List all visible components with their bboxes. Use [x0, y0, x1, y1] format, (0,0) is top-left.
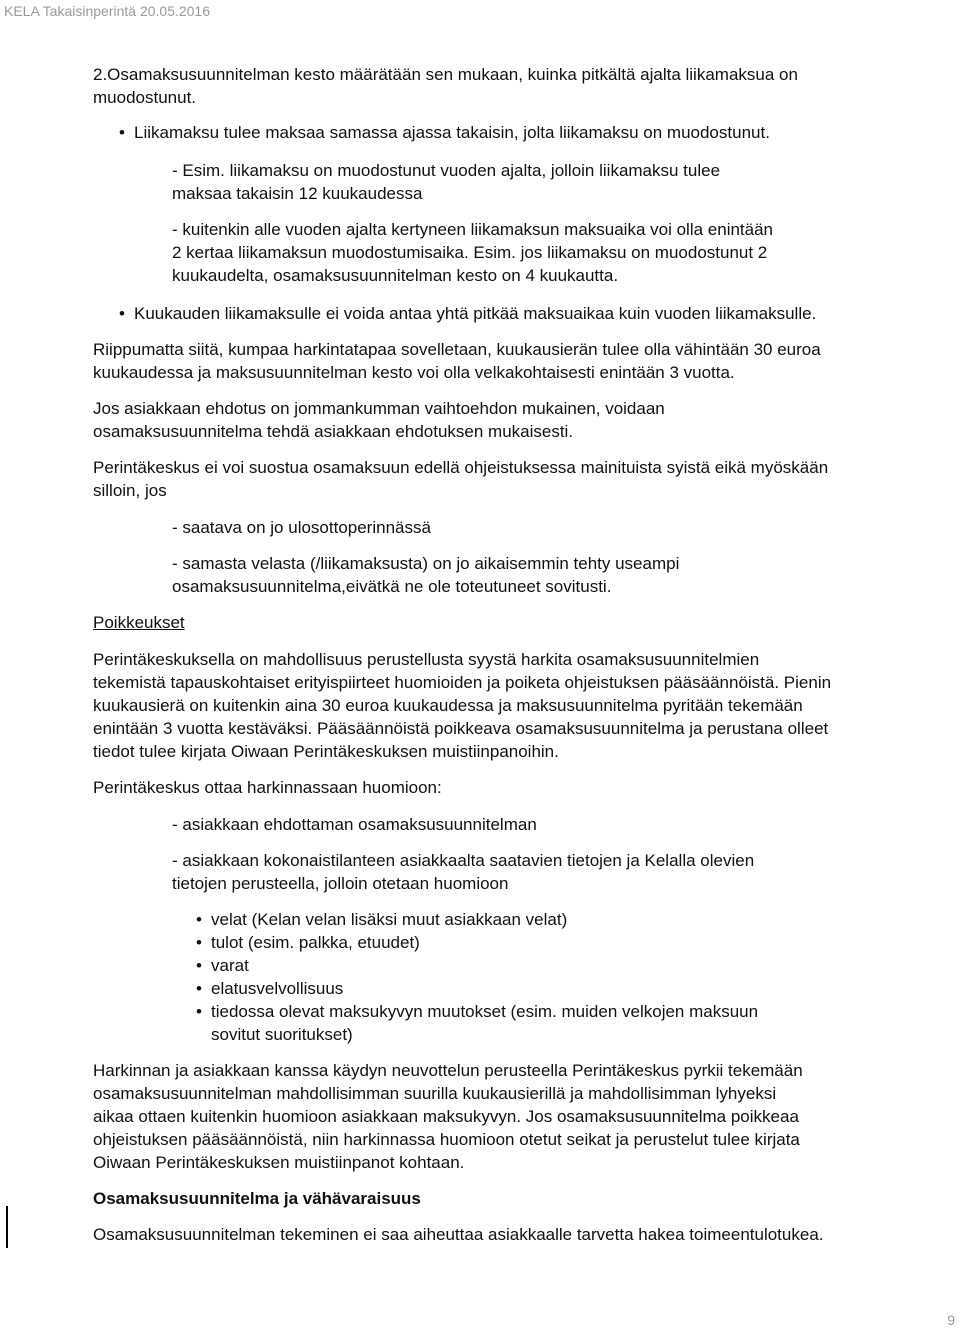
paragraph-line: Riippumatta siitä, kumpaa harkintatapaa sovelletaan, kuukausierän tulee olla vähintään 30 euroa	[93, 340, 821, 359]
indented-line: - asiakkaan kokonaistilanteen asiakkaalta saatavien tietojen ja Kelalla olevien	[172, 851, 755, 870]
indented-line: tietojen perusteella, jolloin otetaan huomioon	[172, 874, 509, 893]
paragraph-line: tekemistä tapauskohtaiset erityispiirteet huomioiden ja poiketa ohjeistuksen pääsäännöistä. Pienin	[93, 673, 832, 692]
indented-line: - Esim. liikamaksu on muodostunut vuoden ajalta, jolloin liikamaksu tulee	[172, 161, 721, 180]
indented-line: 2 kertaa liikamaksun muodostumisaika. Esim. jos liikamaksu on muodostunut 2	[172, 243, 768, 262]
paragraph-line: osamaksusuunnitelma tehdä asiakkaan ehdotuksen mukaisesti.	[93, 422, 574, 441]
bullet-item: elatusvelvollisuus	[211, 979, 344, 998]
bullet-item: varat	[211, 956, 249, 975]
header-title: KELA Takaisinperintä 20.05.2016	[4, 3, 211, 19]
paragraph-line: kuukaudessa ja maksusuunnitelman kesto voi olla velkakohtaisesti enintään 3 vuotta.	[93, 363, 735, 382]
paragraph-line: Harkinnan ja asiakkaan kanssa käydyn neuvottelun perusteella Perintäkeskus pyrkii tekemään	[93, 1061, 803, 1080]
bullet-item: tulot (esim. palkka, etuudet)	[211, 933, 420, 952]
bullet-marker: •	[196, 1002, 202, 1021]
indented-line: - saatava on jo ulosottoperinnässä	[172, 518, 431, 537]
bullet-item: tiedossa olevat maksukyvyn muutokset (esim. muiden velkojen maksuun	[211, 1002, 759, 1021]
bullet-marker: •	[196, 979, 202, 998]
indented-line: osamaksusuunnitelma,eivätkä ne ole toteutuneet sovitusti.	[172, 577, 612, 596]
change-bar	[6, 1206, 8, 1248]
bullet-marker: •	[196, 910, 202, 929]
running-header	[0, 0, 960, 24]
bullet-item: velat (Kelan velan lisäksi muut asiakkaan velat)	[211, 910, 568, 929]
paragraph-line: Jos asiakkaan ehdotus on jommankumman vaihtoehdon mukainen, voidaan	[93, 399, 665, 418]
paragraph-line: Oiwaan Perintäkeskuksen muistiinpanot kohtaan.	[93, 1153, 465, 1172]
paragraph-line: 2.Osamaksusuunnitelman kesto määrätään sen mukaan, kuinka pitkältä ajalta liikamaksua on	[93, 65, 798, 84]
paragraph-line: ohjeistuksen pääsäännöistä, niin harkinnassa huomioon otetut seikat ja perustelut tulee kirjata	[93, 1130, 800, 1149]
paragraph-line: tiedot tulee kirjata Oiwaan Perintäkeskuksen muistiinpanoihin.	[93, 742, 559, 761]
paragraph-line: silloin, jos	[93, 481, 167, 500]
indented-line: - samasta velasta (/liikamaksusta) on jo aikaisemmin tehty useampi	[172, 554, 680, 573]
paragraph-line: osamaksusuunnitelman mahdollisimman suurilla kuukausierillä ja mahdollisimman lyhyeksi	[93, 1084, 777, 1103]
indented-line: - asiakkaan ehdottaman osamaksusuunnitelman	[172, 815, 537, 834]
page-number: 9	[947, 1312, 955, 1328]
bullet-item-continuation: sovitut suoritukset)	[211, 1025, 353, 1044]
indented-line: - kuitenkin alle vuoden ajalta kertyneen liikamaksun maksuaika voi olla enintään	[172, 220, 774, 239]
bullet-item: Liikamaksu tulee maksaa samassa ajassa takaisin, jolta liikamaksu on muodostunut.	[134, 123, 770, 142]
bullet-marker: •	[119, 304, 125, 323]
bullet-marker: •	[196, 933, 202, 952]
paragraph-line: Osamaksusuunnitelman tekeminen ei saa aiheuttaa asiakkaalle tarvetta hakea toimeentulotukea.	[93, 1225, 824, 1244]
bullet-marker: •	[196, 956, 202, 975]
paragraph-line: kuukausierä on kuitenkin aina 30 euroa kuukaudessa ja maksusuunnitelma pyritään tekemään	[93, 696, 803, 715]
indented-line: kuukaudelta, osamaksusuunnitelman kesto on 4 kuukautta.	[172, 266, 619, 285]
section-heading-poikkeukset: Poikkeukset	[93, 613, 185, 632]
bullet-item: Kuukauden liikamaksulle ei voida antaa yhtä pitkää maksuaikaa kuin vuoden liikamaksulle.	[134, 304, 817, 323]
paragraph-line: Perintäkeskuksella on mahdollisuus perustellusta syystä harkita osamaksusuunnitelmien	[93, 650, 760, 669]
paragraph-line: aikaa ottaen kuitenkin huomioon asiakkaan maksukyvyn. Jos osamaksusuunnitelma poikkeaa	[93, 1107, 799, 1126]
paragraph-line: enintään 3 vuotta kestäväksi. Pääsäännöistä poikkeava osamaksusuunnitelma ja perustana olleet	[93, 719, 829, 738]
section-heading-vahavaraisuus: Osamaksusuunnitelma ja vähävaraisuus	[93, 1189, 421, 1208]
paragraph-line: muodostunut.	[93, 88, 197, 107]
paragraph-line: Perintäkeskus ei voi suostua osamaksuun edellä ohjeistuksessa mainituista syistä eikä myöskään	[93, 458, 829, 477]
paragraph-line: Perintäkeskus ottaa harkinnassaan huomioon:	[93, 778, 442, 797]
bullet-marker: •	[119, 123, 125, 142]
indented-line: maksaa takaisin 12 kuukaudessa	[172, 184, 423, 203]
